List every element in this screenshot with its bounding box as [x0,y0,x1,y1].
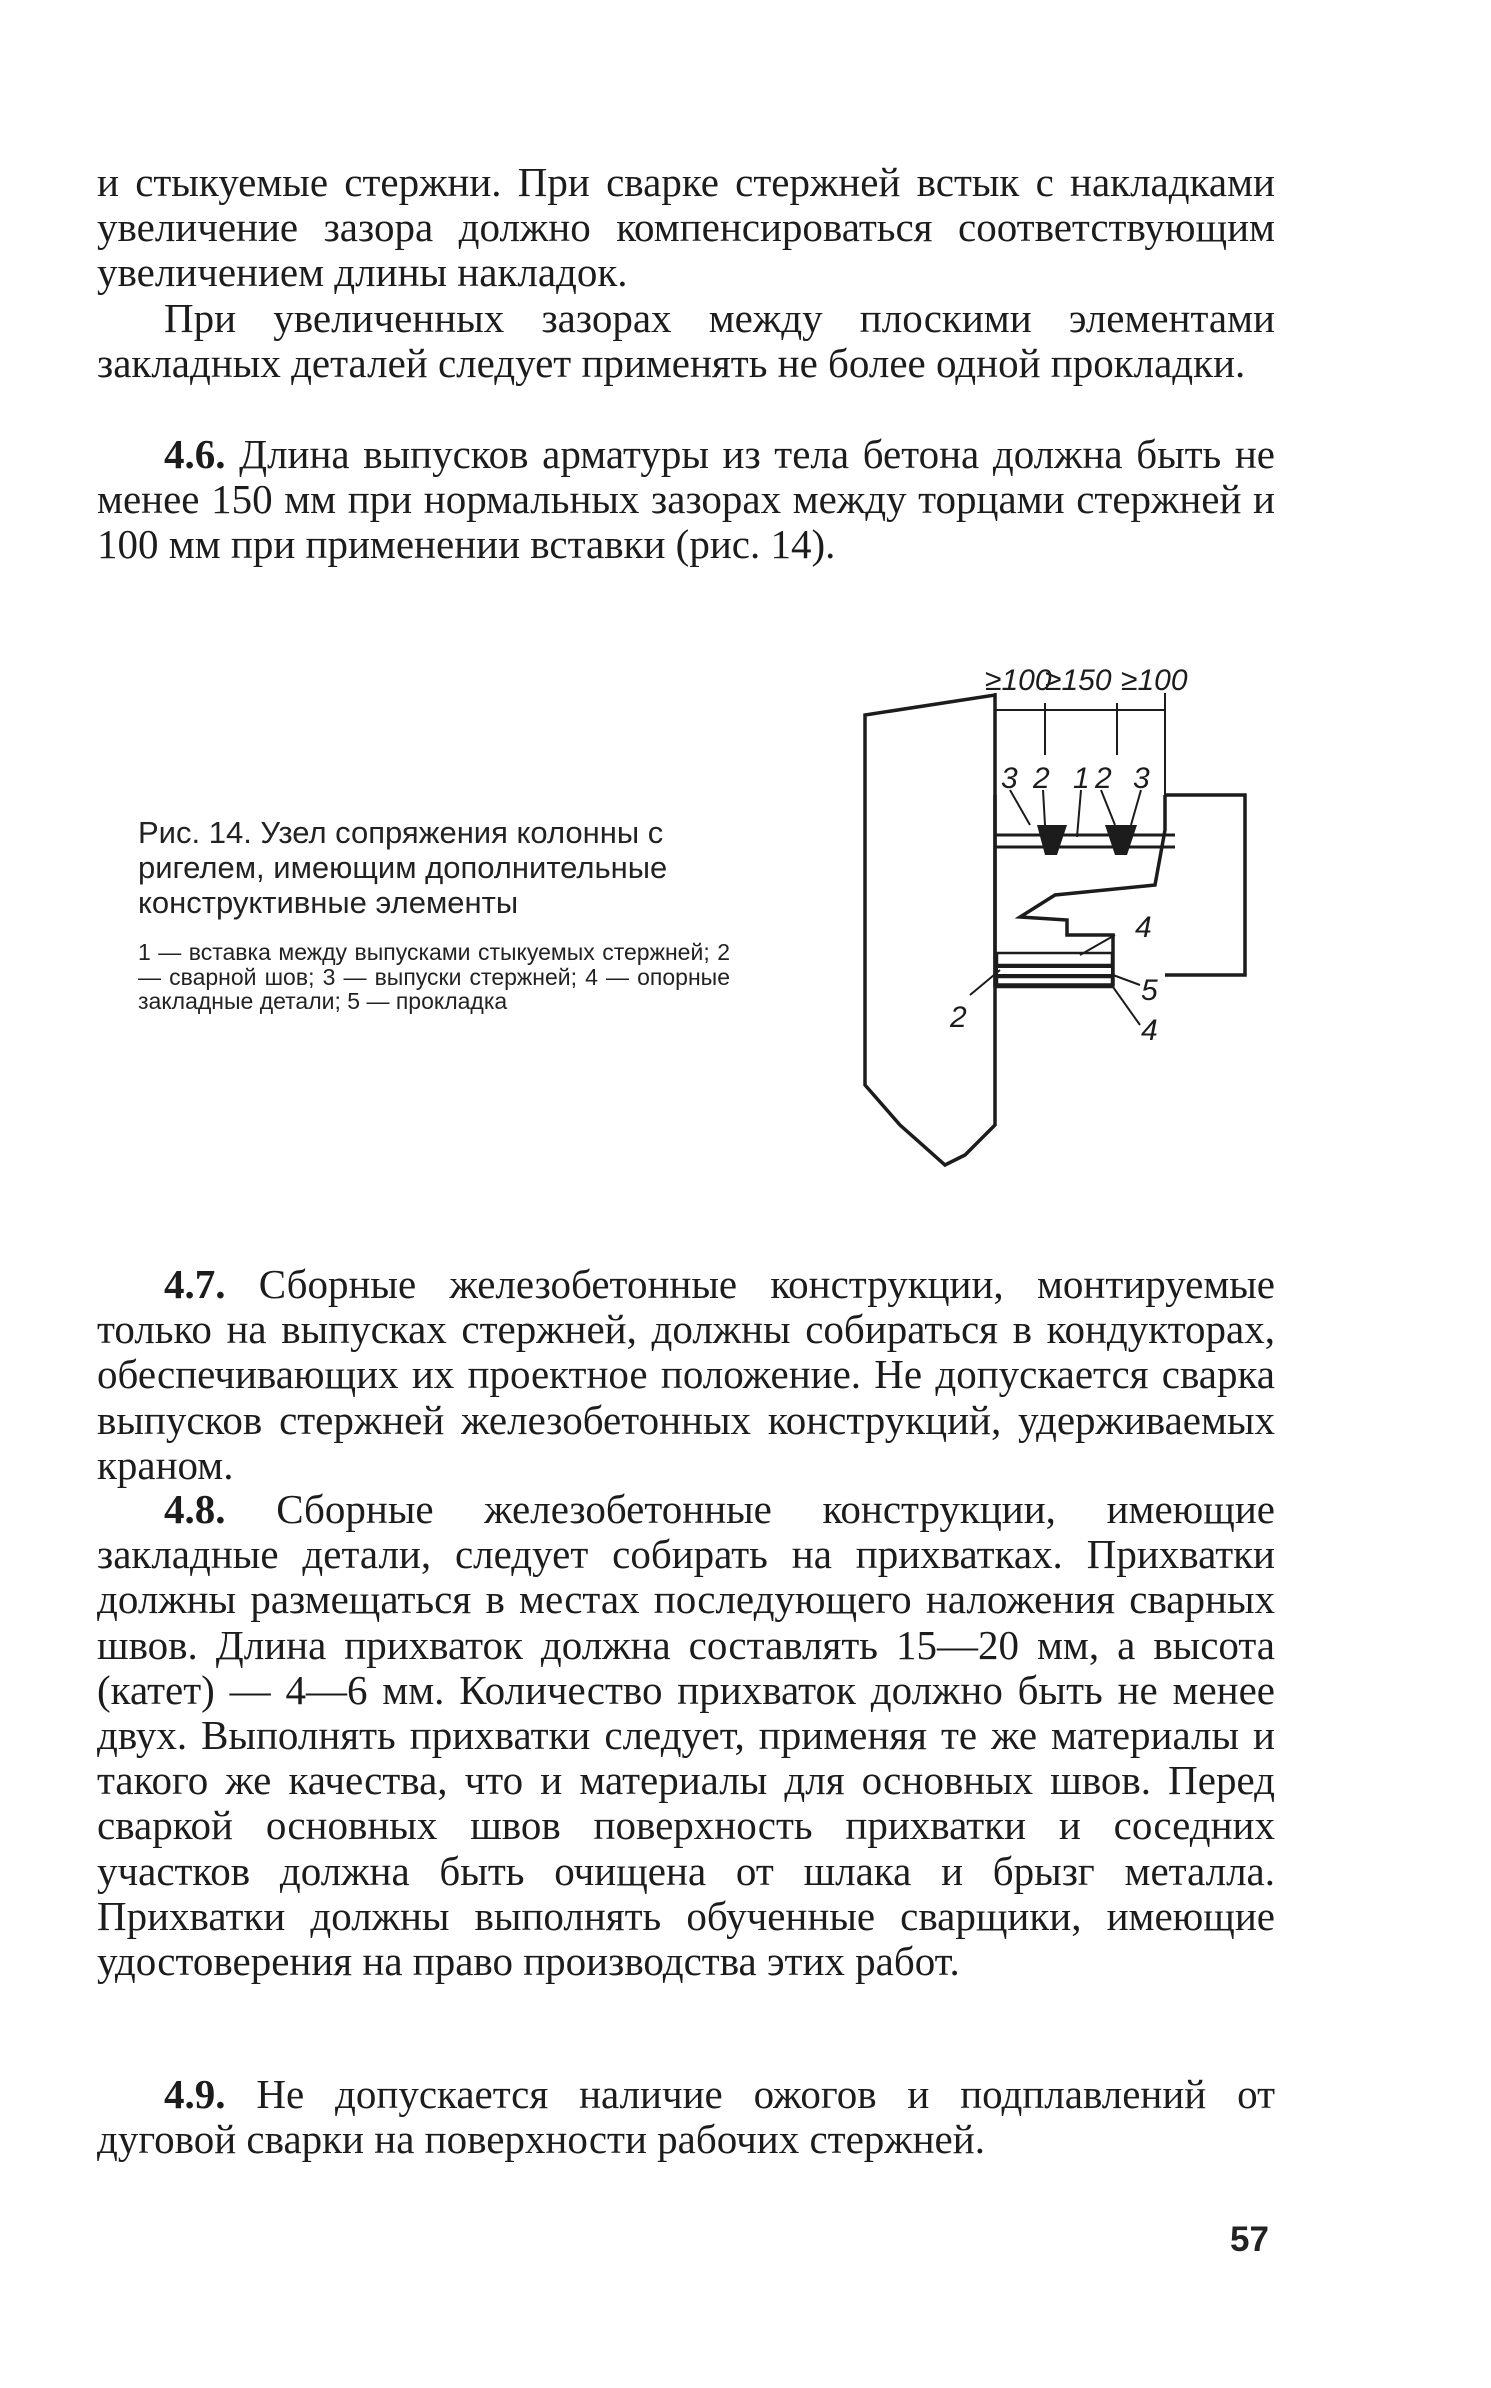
page-number: 57 [1230,2220,1269,2259]
dimension-label-right: ≥100 [1121,664,1188,697]
dimension-label-middle: ≥150 [1045,664,1112,697]
paragraph-text: Не допускается наличие ожогов и подплавлений от дуговой сварки на поверхности рабочих стержней. [97,2071,1275,2163]
paragraph-gaps [97,296,1275,386]
spacer-plate [997,967,1112,975]
callout-label: 3 [1133,762,1150,795]
paragraph-text: Сборные железобетонные конструкции, имеющие закладные детали, следует собирать на прихватках. Прихватки должны размещаться в местах последующего наложения сварных швов. Длина прихваток должна составлять 15—20 мм, а высота (катет) — 4—6 мм. Количество прихваток должно быть не менее двух. Выполнять прихватки следует, применяя те же материалы и такого же качества, что и материалы для основных швов. Перед сваркой основных швов поверхность прихватки и соседних участков должна быть очищена от шлака и брызг металла. Прихватки должны выполнять обученные сварщики, имеющие удостоверения на право производства этих работ. [97,1486,1276,1985]
weld-seam [1105,825,1137,855]
section-number: 4.6. [164,431,226,477]
paragraph-4-7 [97,1262,1275,1488]
figure-caption-title: Рис. 14. Узел сопряжения колонны с ригелем, имеющим дополнительные конструктивные элементы [138,815,668,920]
callout-label: 1 [1073,762,1090,795]
section-number: 4.9. [164,2071,226,2117]
callout-label: 4 [1141,1014,1158,1047]
paragraph-text: При увеличенных зазорах между плоскими элементами закладных деталей следует применять не более одной прокладки. [97,295,1275,387]
callout-label: 2 [1095,762,1112,795]
callout-label: 4 [1135,911,1152,944]
paragraph-text: Длина выпусков арматуры из тела бетона должна быть не менее 150 мм при нормальных зазорах между торцами стержней и 100 мм при применении вставки (рис. 14). [97,431,1276,568]
paragraph-4-8 [97,1487,1275,1984]
section-number: 4.8. [164,1486,226,1532]
section-number: 4.7. [164,1261,226,1307]
column-outline [865,695,995,1165]
callout-label: 2 [1033,762,1050,795]
girder-outline [1165,795,1245,975]
paragraph-text: и стыкуемые стержни. При сварке стержней встык с накладками увеличение зазора должно компенсироваться соответствующим увеличением длины накладок. [97,159,1275,296]
callout-label: 5 [1141,974,1158,1007]
figure-14-drawing [845,655,1275,1195]
callout-label: 3 [1001,762,1018,795]
embedded-plate [997,953,1112,965]
paragraph-4-6 [97,432,1275,568]
paragraph-continuation [97,160,1275,296]
beam-outline [995,795,1165,985]
callout-label: 2 [950,1001,967,1034]
paragraph-4-9 [97,2072,1275,2162]
paragraph-text: Сборные железобетонные конструкции, монтируемые только на выпусках стержней, должны собираться в кондукторах, обеспечивающих их проектное положение. Не допускается сварка выпусков стержней железобетонных конструкций, удерживаемых краном. [97,1261,1276,1488]
weld-seam [1037,825,1067,855]
dimension-label-left: ≥100 [985,664,1052,697]
figure-legend: 1 — вставка между выпусками стыкуемых стержней; 2 — сварной шов; 3 — выпуски стержней; 4 — опорные закладные детали; 5 — прокладка [138,939,730,1014]
